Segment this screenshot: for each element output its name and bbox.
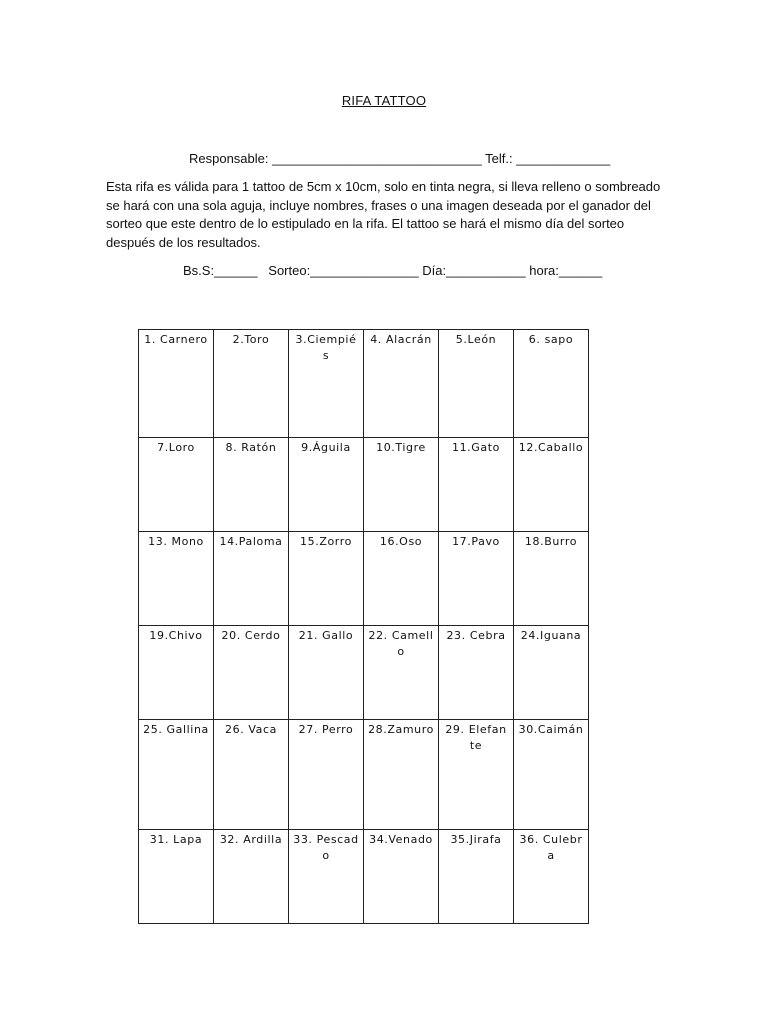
raffle-cell: 17.Pavo (439, 532, 514, 626)
raffle-cell: 11.Gato (439, 438, 514, 532)
raffle-cell: 1. Carnero (139, 330, 214, 438)
raffle-cell: 4. Alacrán (364, 330, 439, 438)
raffle-cell: 20. Cerdo (214, 626, 289, 720)
raffle-cell: 19.Chivo (139, 626, 214, 720)
raffle-cell: 10.Tigre (364, 438, 439, 532)
raffle-cell: 6. sapo (514, 330, 589, 438)
raffle-cell: 13. Mono (139, 532, 214, 626)
grid-row (139, 830, 589, 924)
raffle-cell: 18.Burro (514, 532, 589, 626)
raffle-cell: 31. Lapa (139, 830, 214, 924)
raffle-description: Esta rifa es válida para 1 tattoo de 5cm x 10cm, solo en tinta negra, si lleva relleno o sombreado se hará con una sola aguja, incluye nombres, frases o una imagen deseada por el ganador del sorteo que este dentro de lo estipulado en la rifa. El tattoo se hará el mismo día del sorteo después de los resultados. (106, 179, 661, 251)
grid-row (139, 626, 589, 720)
raffle-cell: 14.Paloma (214, 532, 289, 626)
raffle-cell: 23. Cebra (439, 626, 514, 720)
grid-row (139, 330, 589, 438)
responsable-phone-line: Responsable: _____________________________ Telf.: _____________ (189, 151, 611, 166)
raffle-cell: 33. Pescado (289, 830, 364, 924)
grid-row (139, 720, 589, 830)
raffle-cell: 29. Elefante (439, 720, 514, 830)
grid-row (139, 438, 589, 532)
raffle-cell: 26. Vaca (214, 720, 289, 830)
raffle-cell: 8. Ratón (214, 438, 289, 532)
raffle-cell: 5.León (439, 330, 514, 438)
page-title: RIFA TATTOO (341, 93, 427, 108)
raffle-cell: 36. Culebra (514, 830, 589, 924)
raffle-cell: 32. Ardilla (214, 830, 289, 924)
raffle-cell: 15.Zorro (289, 532, 364, 626)
raffle-cell: 12.Caballo (514, 438, 589, 532)
raffle-cell: 9.Águila (289, 438, 364, 532)
raffle-cell: 34.Venado (364, 830, 439, 924)
raffle-cell: 2.Toro (214, 330, 289, 438)
raffle-cell: 24.Iguana (514, 626, 589, 720)
raffle-cell: 7.Loro (139, 438, 214, 532)
raffle-cell: 28.Zamuro (364, 720, 439, 830)
raffle-cell: 30.Caimán (514, 720, 589, 830)
grid-row (139, 532, 589, 626)
raffle-cell: 27. Perro (289, 720, 364, 830)
raffle-cell: 25. Gallina (139, 720, 214, 830)
raffle-cell: 35.Jirafa (439, 830, 514, 924)
price-draw-info-line: Bs.S:______ Sorteo:_______________ Día:___________ hora:______ (183, 263, 603, 278)
raffle-cell: 16.Oso (364, 532, 439, 626)
raffle-cell: 3.Ciempiés (289, 330, 364, 438)
raffle-cell: 21. Gallo (289, 626, 364, 720)
raffle-number-grid (138, 329, 589, 924)
raffle-cell: 22. Camello (364, 626, 439, 720)
